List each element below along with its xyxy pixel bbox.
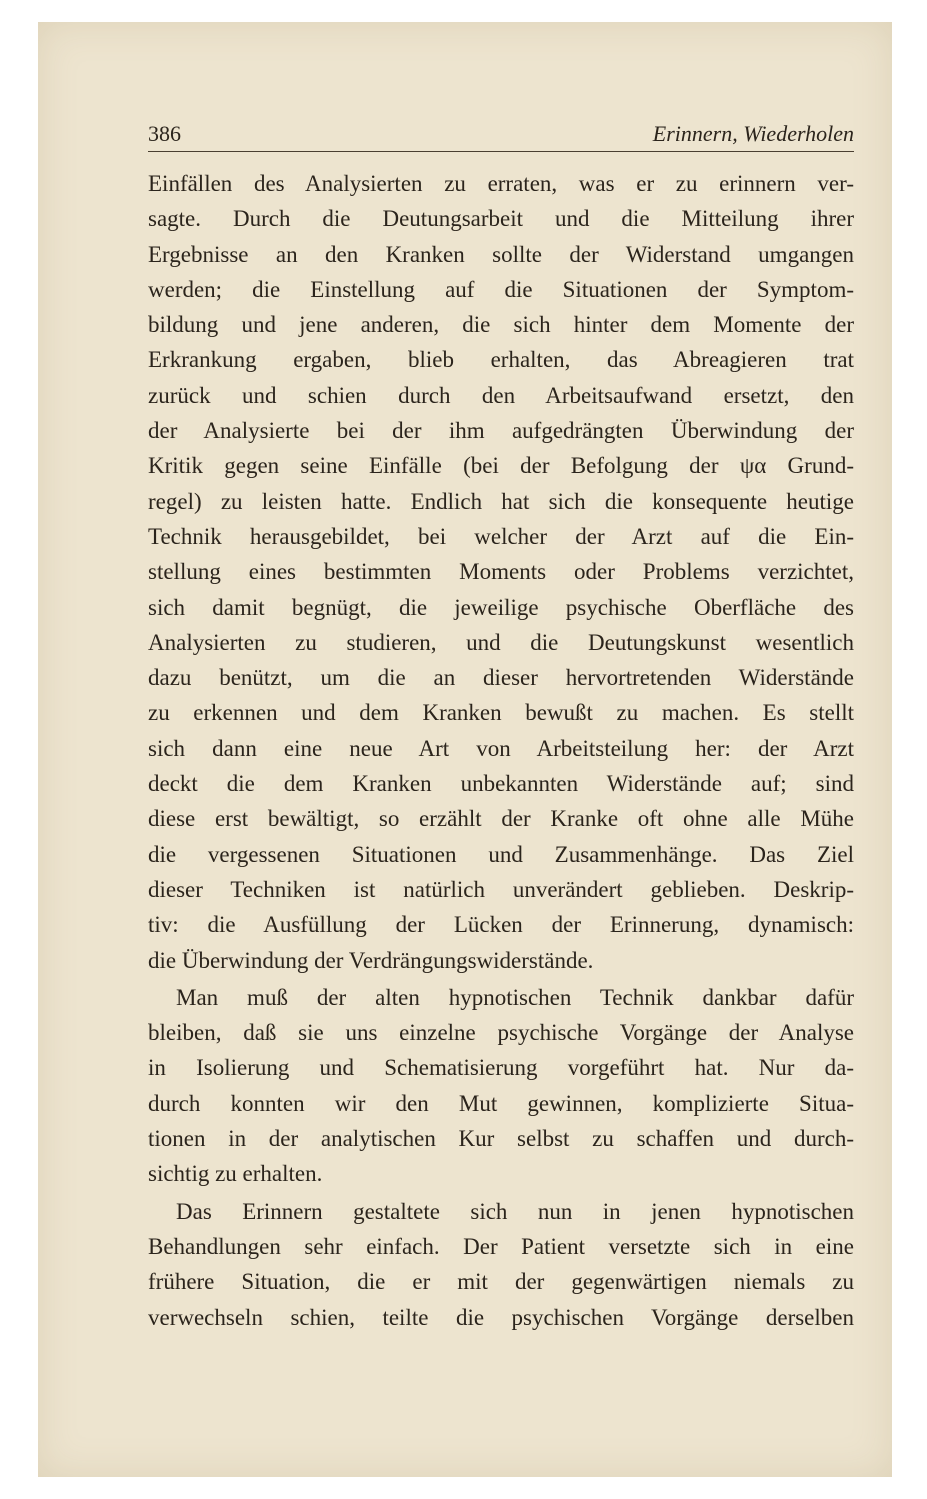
text-line: die Überwindung der Verdrängungswiderstände. bbox=[148, 947, 594, 973]
running-head bbox=[148, 117, 854, 151]
header-rule bbox=[148, 151, 854, 152]
paragraph-1 bbox=[148, 166, 854, 978]
text-line: in Isolierung und Schematisierung vorgeführt hat. Nur da- bbox=[148, 1055, 854, 1081]
paragraph-3 bbox=[148, 1194, 854, 1335]
text-line: bildung und jene anderen, die sich hinter dem Momente der bbox=[148, 312, 854, 338]
text-line: sagte. Durch die Deutungsarbeit und die Mitteilung ihrer bbox=[148, 206, 854, 232]
text-line: durch konnten wir den Mut gewinnen, komplizierte Situa- bbox=[148, 1090, 854, 1116]
text-line: stellung eines bestimmten Moments oder Problems verzichtet, bbox=[148, 559, 854, 585]
text-line: sich damit begnügt, die jeweilige psychische Oberfläche des bbox=[148, 594, 854, 620]
page-number: 386 bbox=[148, 121, 181, 146]
text-line: Ergebnisse an den Kranken sollte der Widerstand umgangen bbox=[148, 241, 854, 267]
text-line: Analysierten zu studieren, und die Deutungskunst wesentlich bbox=[148, 629, 854, 655]
text-line: der Analysierte bei der ihm aufgedrängten Überwindung der bbox=[148, 418, 854, 444]
text-line: dazu benützt, um die an dieser hervortretenden Widerstände bbox=[148, 665, 854, 691]
text-line: Einfällen des Analysierten zu erraten, was er zu erinnern ver- bbox=[148, 171, 854, 196]
text-line: tiv: die Ausfüllung der Lücken der Erinnerung, dynamisch: bbox=[148, 912, 854, 938]
text-line: frühere Situation, die er mit der gegenwärtigen niemals zu bbox=[148, 1269, 854, 1295]
text-line: die vergessenen Situationen und Zusammenhänge. Das Ziel bbox=[148, 841, 854, 867]
paragraph-2 bbox=[148, 980, 854, 1192]
text-line: Erkrankung ergaben, blieb erhalten, das Abreagieren trat bbox=[148, 347, 854, 373]
text-line: werden; die Einstellung auf die Situationen der Symptom- bbox=[148, 276, 854, 302]
text-line: sich dann eine neue Art von Arbeitsteilung her: der Arzt bbox=[148, 735, 854, 761]
text-line: Kritik gegen seine Einfälle (bei der Befolgung der ψα Grund- bbox=[148, 453, 854, 479]
text-line: verwechseln schien, teilte die psychischen Vorgänge derselben bbox=[148, 1304, 854, 1330]
page-content bbox=[148, 117, 854, 1335]
text-line: tionen in der analytischen Kur selbst zu schaffen und durch- bbox=[148, 1126, 854, 1152]
text-line: zurück und schien durch den Arbeitsaufwand ersetzt, den bbox=[148, 382, 854, 408]
text-line: Behandlungen sehr einfach. Der Patient versetzte sich in eine bbox=[148, 1233, 854, 1259]
text-line: Das Erinnern gestaltete sich nun in jenen hypnotischen bbox=[176, 1198, 854, 1224]
text-line: dieser Techniken ist natürlich unverändert geblieben. Deskrip- bbox=[148, 876, 854, 902]
text-line: zu erkennen und dem Kranken bewußt zu machen. Es stellt bbox=[148, 700, 854, 726]
text-line: Technik herausgebildet, bei welcher der Arzt auf die Ein- bbox=[148, 523, 854, 549]
text-line: regel) zu leisten hatte. Endlich hat sich die konsequente heutige bbox=[148, 488, 854, 514]
book-page bbox=[38, 22, 892, 1477]
text-line: Man muß der alten hypnotischen Technik dankbar dafür bbox=[176, 984, 854, 1010]
text-line: sichtig zu erhalten. bbox=[148, 1161, 323, 1187]
text-line: deckt die dem Kranken unbekannten Widerstände auf; sind bbox=[148, 771, 854, 797]
text-line: diese erst bewältigt, so erzählt der Kranke oft ohne alle Mühe bbox=[148, 806, 854, 832]
running-title: Erinnern, Wiederholen bbox=[652, 121, 854, 146]
text-line: bleiben, daß sie uns einzelne psychische Vorgänge der Analyse bbox=[148, 1020, 854, 1046]
